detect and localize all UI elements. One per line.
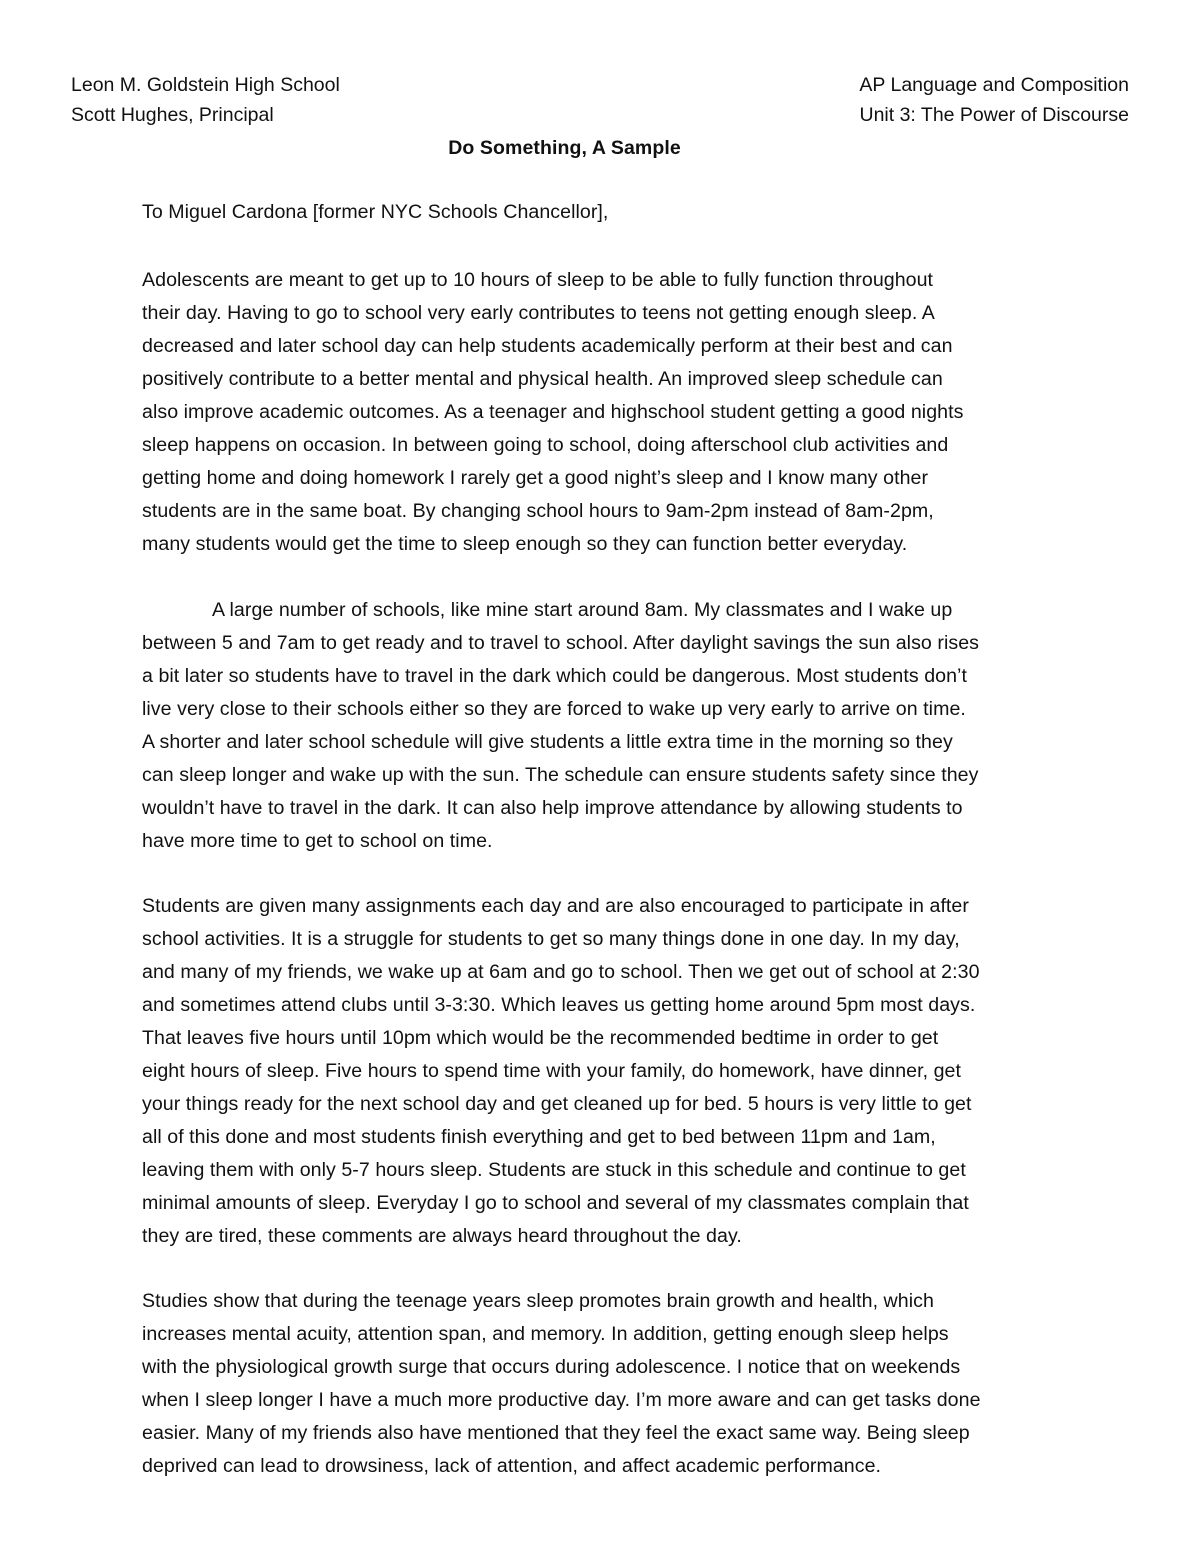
document-title: Do Something, A Sample (448, 137, 681, 159)
paragraph-line: Adolescents are meant to get up to 10 hours of sleep to be able to fully function throughout (142, 269, 934, 291)
paragraph-line: all of this done and most students finish everything and get to bed between 11pm and 1am, (142, 1126, 936, 1148)
paragraph-line: getting home and doing homework I rarely get a good night’s sleep and I know many other (142, 467, 929, 489)
paragraph-line: live very close to their schools either so they are forced to wake up very early to arrive on time. (142, 698, 966, 720)
paragraph-line: your things ready for the next school day and get cleaned up for bed. 5 hours is very little to get (142, 1093, 972, 1115)
school-name: Leon M. Goldstein High School (71, 74, 340, 96)
paragraph-line: deprived can lead to drowsiness, lack of attention, and affect academic performance. (142, 1455, 882, 1477)
salutation (142, 196, 1072, 229)
paragraph-line: decreased and later school day can help students academically perform at their best and can (142, 335, 953, 357)
paragraph-1 (142, 264, 1072, 561)
paragraph-line: their day. Having to go to school very early contributes to teens not getting enough sleep. A (142, 302, 935, 324)
paragraph-line: students are in the same boat. By changing school hours to 9am-2pm instead of 8am-2pm, (142, 500, 934, 522)
paragraph-line: easier. Many of my friends also have mentioned that they feel the exact same way. Being sleep (142, 1422, 970, 1444)
unit-name: Unit 3: The Power of Discourse (859, 104, 1129, 126)
paragraph-line: when I sleep longer I have a much more productive day. I’m more aware and can get tasks done (142, 1389, 981, 1411)
course-name: AP Language and Composition (859, 74, 1129, 96)
paragraph-line: A large number of schools, like mine start around 8am. My classmates and I wake up (212, 599, 953, 621)
paragraph-line: minimal amounts of sleep. Everyday I go to school and several of my classmates complain that (142, 1192, 969, 1214)
paragraph-line: school activities. It is a struggle for students to get so many things done in one day. In my day, (142, 928, 960, 950)
paragraph-line: they are tired, these comments are always heard throughout the day. (142, 1225, 742, 1247)
paragraph-line: Studies show that during the teenage years sleep promotes brain growth and health, which (142, 1290, 934, 1312)
paragraph-line: many students would get the time to sleep enough so they can function better everyday. (142, 533, 908, 555)
principal-name: Scott Hughes, Principal (71, 104, 274, 126)
paragraph-line: between 5 and 7am to get ready and to travel to school. After daylight savings the sun also rises (142, 632, 979, 654)
paragraph-line: also improve academic outcomes. As a teenager and highschool student getting a good nights (142, 401, 964, 423)
paragraph-line: sleep happens on occasion. In between going to school, doing afterschool club activities and (142, 434, 949, 456)
paragraph-line: A shorter and later school schedule will give students a little extra time in the morning so they (142, 731, 953, 753)
paragraph-line: with the physiological growth surge that occurs during adolescence. I notice that on weekends (142, 1356, 961, 1378)
paragraph-line: and sometimes attend clubs until 3-3:30. Which leaves us getting home around 5pm most days. (142, 994, 976, 1016)
paragraph-3 (142, 890, 1072, 1253)
salutation-text: To Miguel Cardona [former NYC Schools Chancellor], (142, 201, 609, 223)
paragraph-line: have more time to get to school on time. (142, 830, 493, 852)
paragraph-4 (142, 1285, 1072, 1483)
paragraph-line: a bit later so students have to travel in the dark which could be dangerous. Most students don’t (142, 665, 967, 687)
paragraph-line: Students are given many assignments each day and are also encouraged to participate in after (142, 895, 969, 917)
paragraph-line: and many of my friends, we wake up at 6am and go to school. Then we get out of school at 2:30 (142, 961, 980, 983)
paragraph-line: wouldn’t have to travel in the dark. It can also help improve attendance by allowing students to (142, 797, 963, 819)
paragraph-line: leaving them with only 5-7 hours sleep. Students are stuck in this schedule and continue to get (142, 1159, 966, 1181)
paragraph-line: increases mental acuity, attention span, and memory. In addition, getting enough sleep helps (142, 1323, 949, 1345)
paragraph-2 (142, 594, 1072, 858)
paragraph-line: can sleep longer and wake up with the sun. The schedule can ensure students safety since they (142, 764, 979, 786)
paragraph-line: eight hours of sleep. Five hours to spend time with your family, do homework, have dinner, get (142, 1060, 961, 1082)
paragraph-line: That leaves five hours until 10pm which would be the recommended bedtime in order to get (142, 1027, 939, 1049)
paragraph-line: positively contribute to a better mental and physical health. An improved sleep schedule can (142, 368, 943, 390)
